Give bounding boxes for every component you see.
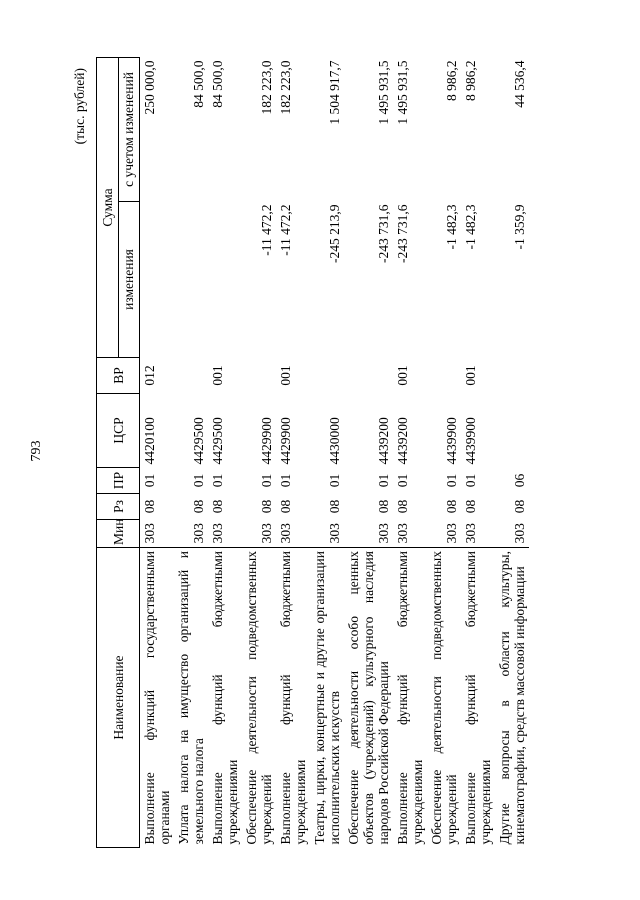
row-min: 303	[210, 523, 225, 544]
row-csr: 4429900	[278, 417, 293, 465]
row-min: 303	[142, 523, 157, 544]
row-name: Обеспечение деятельности особо ценных объектов (учреждений) культурного наследия народов Российской Федерации	[344, 548, 393, 848]
header-pr: ПР	[97, 468, 140, 494]
header-vr: ВР	[97, 358, 140, 394]
table-row	[310, 57, 344, 847]
row-total: 1 504 917,7	[327, 60, 342, 125]
row-min: 303	[512, 523, 527, 544]
row-rz: 08	[259, 499, 274, 514]
header-with-changes: с учетом изменений	[118, 57, 140, 201]
row-total: 1 495 931,5	[376, 60, 391, 125]
row-pr: 01	[444, 473, 459, 488]
row-rz: 08	[327, 499, 342, 514]
row-vr	[495, 358, 529, 394]
row-csr: 4439200	[395, 417, 410, 465]
row-name: Другие вопросы в области культуры, кинематографии, средств массовой информации	[495, 548, 529, 848]
budget-table	[96, 57, 529, 848]
row-total: 182 223,0	[259, 60, 274, 115]
row-csr: 4429500	[191, 417, 206, 465]
row-change: -1 482,3	[463, 204, 478, 250]
row-pr: 01	[376, 473, 391, 488]
row-pr: 06	[512, 473, 527, 488]
row-pr: 01	[278, 473, 293, 488]
table-row	[140, 57, 175, 847]
row-csr: 4429500	[210, 417, 225, 465]
page-number: 793	[29, 440, 44, 462]
row-vr	[310, 358, 344, 394]
row-pr: 01	[395, 473, 410, 488]
row-total: 1 495 931,5	[395, 60, 410, 125]
row-total: 182 223,0	[278, 60, 293, 115]
row-pr: 01	[191, 473, 206, 488]
row-vr	[242, 358, 276, 394]
row-csr: 4439900	[463, 417, 478, 465]
row-total: 84 500,0	[210, 60, 225, 108]
row-name: Выполнение функций бюджетными учреждениями	[276, 548, 310, 848]
row-vr: 001	[395, 365, 410, 386]
row-name: Выполнение функций государственными органами	[140, 548, 175, 848]
row-change	[140, 202, 175, 358]
header-change: изменения	[118, 202, 140, 358]
header-name: Наименование	[97, 548, 140, 848]
table-row	[276, 57, 310, 847]
header-csr: ЦСР	[97, 394, 140, 468]
row-change: -245 213,9	[327, 204, 342, 263]
row-rz: 08	[444, 499, 459, 514]
row-change	[174, 202, 208, 358]
header-sum: Сумма	[97, 57, 119, 357]
row-csr	[495, 394, 529, 468]
row-rz: 08	[512, 499, 527, 514]
row-rz: 08	[191, 499, 206, 514]
row-min: 303	[191, 523, 206, 544]
row-total: 44 536,4	[512, 60, 527, 108]
row-pr: 01	[463, 473, 478, 488]
row-vr: 012	[142, 365, 157, 386]
row-pr: 01	[210, 473, 225, 488]
row-rz: 08	[376, 499, 391, 514]
table-row	[208, 57, 242, 847]
row-change: -11 472,2	[278, 204, 293, 256]
row-vr: 001	[278, 365, 293, 386]
row-vr	[427, 358, 461, 394]
row-total: 250 000,0	[142, 60, 157, 115]
row-vr	[174, 358, 208, 394]
row-rz: 08	[142, 499, 157, 514]
row-min: 303	[395, 523, 410, 544]
row-csr: 4429900	[259, 417, 274, 465]
table-row	[393, 57, 427, 847]
row-min: 303	[278, 523, 293, 544]
row-vr: 001	[463, 365, 478, 386]
row-total: 84 500,0	[191, 60, 206, 108]
row-min: 303	[463, 523, 478, 544]
row-change: -243 731,6	[395, 204, 410, 263]
row-min: 303	[259, 523, 274, 544]
row-csr: 4439900	[444, 417, 459, 465]
row-name: Обеспечение деятельности подведомственных учреждений	[242, 548, 276, 848]
row-min: 303	[327, 523, 342, 544]
row-name: Обеспечение деятельности подведомственных учреждений	[427, 548, 461, 848]
row-total: 8 986,2	[444, 60, 459, 101]
table-row	[174, 57, 208, 847]
header-rz: Рз	[97, 494, 140, 520]
table-row	[495, 57, 529, 847]
row-rz: 08	[395, 499, 410, 514]
row-rz: 08	[278, 499, 293, 514]
row-name: Театры, цирки, концертные и другие организации исполнительских искусств	[310, 548, 344, 848]
row-change: -1 359,9	[512, 204, 527, 250]
row-name: Выполнение функций бюджетными учреждениями	[393, 548, 427, 848]
table-row	[427, 57, 461, 847]
row-pr: 01	[259, 473, 274, 488]
table-row	[461, 57, 495, 847]
row-change: -1 482,3	[444, 204, 459, 250]
row-change: -11 472,2	[259, 204, 274, 256]
row-min: 303	[376, 523, 391, 544]
row-rz: 08	[463, 499, 478, 514]
header-min: Мин	[97, 520, 140, 548]
row-pr: 01	[142, 473, 157, 488]
row-vr	[344, 358, 393, 394]
row-min: 303	[444, 523, 459, 544]
row-vr: 001	[210, 365, 225, 386]
table-row	[344, 57, 393, 847]
table-row	[242, 57, 276, 847]
row-csr: 4430000	[327, 417, 342, 465]
row-csr: 4439200	[376, 417, 391, 465]
row-name: Уплата налога на имущество организаций и земельного налога	[174, 548, 208, 848]
unit-note: (тыс. рублей)	[72, 68, 87, 145]
row-csr: 4420100	[142, 417, 157, 465]
row-pr: 01	[327, 473, 342, 488]
row-name: Выполнение функций бюджетными учреждениями	[461, 548, 495, 848]
row-total: 8 986,2	[463, 60, 478, 101]
row-name: Выполнение функций бюджетными учреждениями	[208, 548, 242, 848]
row-rz: 08	[210, 499, 225, 514]
row-change	[208, 202, 242, 358]
row-change: -243 731,6	[376, 204, 391, 263]
